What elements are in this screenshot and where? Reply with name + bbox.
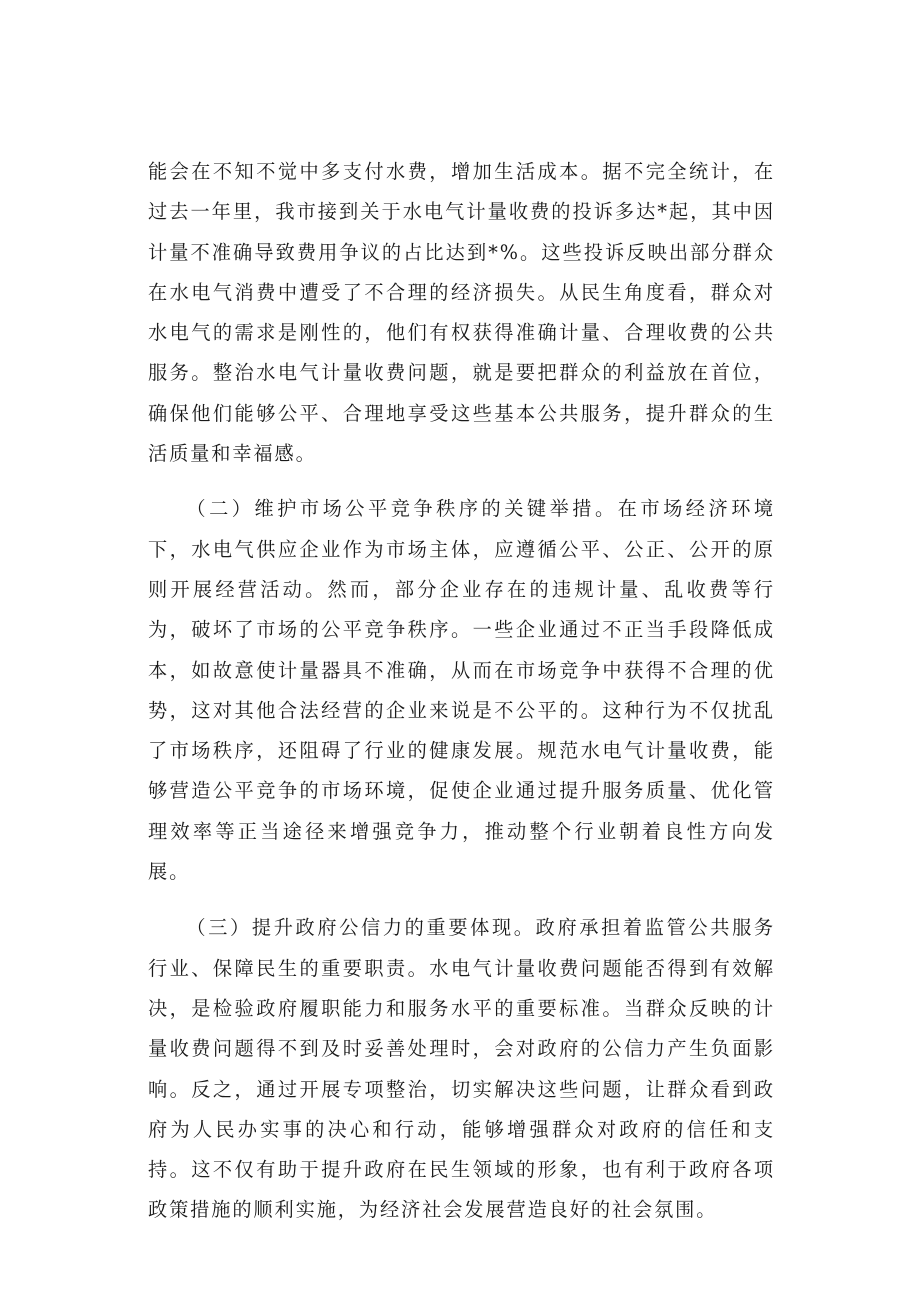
paragraph-market-competition: （二）维护市场公平竞争秩序的关键举措。在市场经济环境下，水电气供应企业作为市场主体，应遵循公平、公正、公开的原则开展经营活动。然而，部分企业存在的违规计量、乱收费等行为，破坏了市场的公平竞争秩序。一些企业通过不正当手段降低成本，如故意使计量器具不准确，从而在市场竞争中获得不合理的优势，这对其他合法经营的企业来说是不公平的。这种行为不仅扰乱了市场秩序，还阻碍了行业的健康发展。规范水电气计量收费，能够营造公平竞争的市场环境，促使企业通过提升服务质量、优化管理效率等正当途径来增强竞争力，推动整个行业朝着良性方向发展。 xyxy=(148,497,775,884)
paragraph-continued: 能会在不知不觉中多支付水费，增加生活成本。据不完全统计，在过去一年里，我市接到关于水电气计量收费的投诉多达*起，其中因计量不准确导致费用争议的占比达到*%。这些投诉反映出部分群众在水电气消费中遭受了不合理的经济损失。从民生角度看，群众对水电气的需求是刚性的，他们有权获得准确计量、合理收费的公共服务。整治水电气计量收费问题，就是要把群众的利益放在首位，确保他们能够公平、合理地享受这些基本公共服务，提升群众的生活质量和幸福感。 xyxy=(148,160,775,466)
document-body xyxy=(148,152,775,1231)
paragraph-government-credibility: （三）提升政府公信力的重要体现。政府承担着监管公共服务行业、保障民生的重要职责。水电气计量收费问题能否得到有效解决，是检验政府履职能力和服务水平的重要标准。当群众反映的计量收费问题得不到及时妥善处理时，会对政府的公信力产生负面影响。反之，通过开展专项整治，切实解决这些问题，让群众看到政府为人民办实事的决心和行动，能够增强群众对政府的信任和支持。这不仅有助于提升政府在民生领域的形象，也有利于政府各项政策措施的顺利实施，为经济社会发展营造良好的社会氛围。 xyxy=(148,916,775,1222)
